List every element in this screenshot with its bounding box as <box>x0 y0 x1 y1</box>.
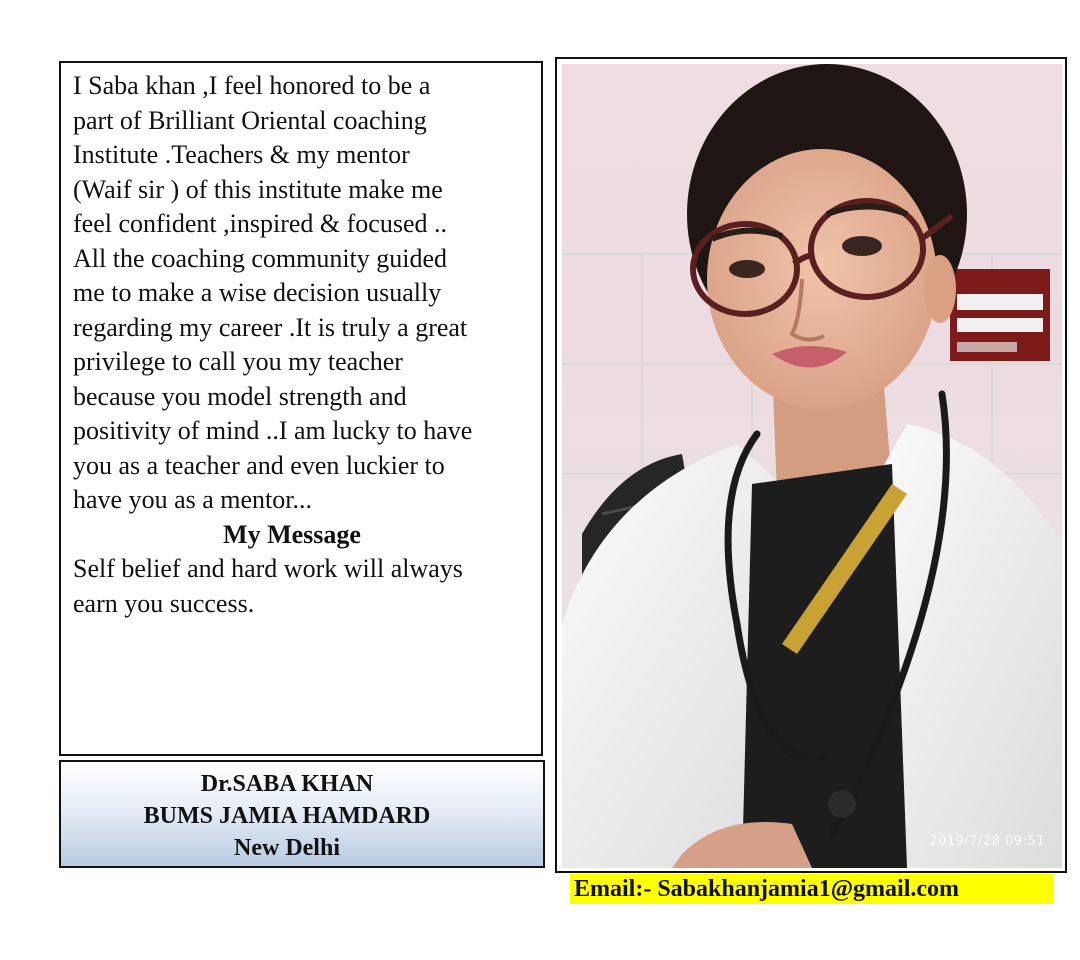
testimonial-box <box>59 61 543 756</box>
portrait-photo <box>555 57 1067 873</box>
qualification: BUMS JAMIA HAMDARD <box>143 803 431 829</box>
email-contact: Email:- Sabakhanjamia1@gmail.com <box>570 874 1054 904</box>
message-text: Self belief and hard work will always earn you success. <box>73 554 463 618</box>
testimonial-text: I Saba khan ,I feel honored to be a part of Brilliant Oriental coaching Institute .Teachers & my mentor (Waif sir ) of this institute make me feel confident ,inspired & focused .. All the coaching community guided me to make a wise decision usually regarding my career .It is truly a great privilege to call you my teacher because you model strength and positivity of mind ..I am lucky to have you as a teacher and even luckier to have you as a mentor... <box>73 71 473 514</box>
doctor-name: Dr.SABA KHAN <box>200 771 374 797</box>
city: New Delhi <box>234 835 340 861</box>
portrait-image <box>562 64 1062 868</box>
photo-timestamp: 2019/7/28 09:51 <box>929 834 1045 849</box>
name-card <box>59 760 545 868</box>
message-heading: My Message <box>223 519 361 549</box>
